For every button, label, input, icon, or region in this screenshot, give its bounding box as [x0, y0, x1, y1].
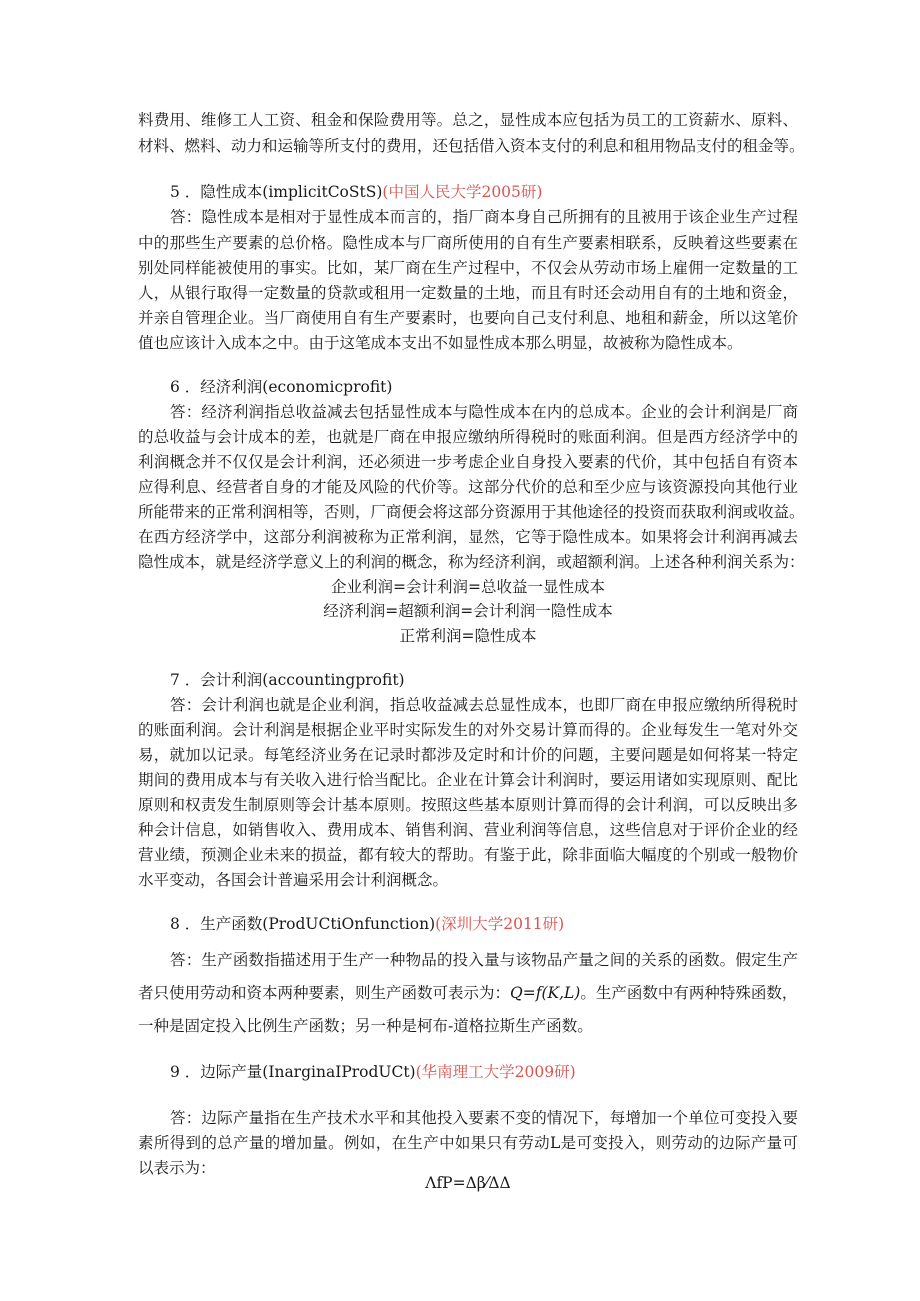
heading-text: 9 ．边际产量(InarginaIProdUCt): [170, 1063, 416, 1081]
paragraph-line: 别处同样能被使用的事实。比如，某厂商在生产过程中，不仅会从劳动市场上雇佣一定数量的工: [138, 259, 798, 277]
exam-source: (中国人民大学2005研): [382, 183, 543, 201]
paragraph-line: [138, 981, 798, 1005]
formula-line: 正常利润=隐性成本: [399, 627, 537, 645]
exam-source: (深圳大学2011研): [435, 915, 565, 933]
paragraph-line: 答：隐性成本是相对于显性成本而言的，指厂商本身自己所拥有的且被用于该企业生产过程: [170, 208, 798, 226]
paragraph-line: 期间的费用成本与有关收入进行恰当配比。企业在计算会计利润时，要运用诸如实现原则、配比: [138, 771, 798, 789]
paragraph-line: 答：经济利润指总收益减去包括显性成本与隐性成本在内的总成本。企业的会计利润是厂商: [170, 403, 798, 421]
section-heading-accounting-profit: 7 ．会计利润(accountingprofit): [170, 671, 405, 689]
heading-text: 8 ．生产函数(ProdUCtiOnfunction): [170, 915, 436, 933]
paragraph-line: 并亲自管理企业。当厂商使用自有生产要素时，也要向自己支付利息、地租和薪金，所以这笔价: [138, 309, 798, 327]
paragraph-line: 以表示为：: [138, 1159, 216, 1177]
paragraph-line: 中的那些生产要素的总价格。隐性成本与厂商所使用的自有生产要素相联系，反映着这些要素在: [138, 234, 798, 252]
formula-line: 企业利润=会计利润=总收益一显性成本: [331, 578, 605, 596]
paragraph-line: 答：边际产量指在生产技术水平和其他投入要素不变的情况下，每增加一个单位可变投入要: [170, 1109, 798, 1127]
section-heading-implicit-costs: [170, 180, 790, 204]
text-run: 。生产函数中有两种特殊函数，: [580, 984, 798, 1002]
section-heading-production-function: [170, 912, 790, 936]
paragraph-line: 在西方经济学中，这部分利润被称为正常利润，显然，它等于隐性成本。如果将会计利润再减去: [138, 528, 798, 546]
paragraph-line: 的账面利润。会计利润是根据企业平时实际发生的对外交易计算而得的。企业每发生一笔对外交: [138, 721, 798, 739]
heading-text: 5 ．隐性成本(implicitCoStS): [170, 183, 383, 201]
paragraph-line: 值也应该计入成本之中。由于这笔成本支出不如显性成本那么明显，故被称为隐性成本。: [138, 334, 743, 352]
paragraph-line: 隐性成本，就是经济学意义上的利润的概念，称为经济利润，或超额利润。上述各种利润关系为：: [138, 553, 805, 571]
paragraph-line: 原则和权责发生制原则等会计基本原则。按照这些基本原则计算而得的会计利润，可以反映出多: [138, 796, 798, 814]
paragraph-line: 素所得到的总产量的增加量。例如，在生产中如果只有劳动L是可变投入，则劳动的边际产量可: [138, 1134, 798, 1152]
paragraph-line: 的总收益与会计成本的差，也就是厂商在申报应缴纳所得税时的账面利润。但是西方经济学中的: [138, 428, 798, 446]
paragraph-line: 答：生产函数指描述用于生产一种物品的投入量与该物品产量之间的关系的函数。假定生产: [170, 951, 798, 969]
paragraph-line: 种会计信息，如销售收入、费用成本、销售利润、营业利润等信息，这些信息对于评价企业的经: [138, 821, 798, 839]
paragraph-line: 易，就加以记录。每笔经济业务在记录时都涉及定时和计价的问题，主要问题是如何将某一特定: [138, 746, 798, 764]
paragraph-line: 营业绩，预测企业未来的损益，都有较大的帮助。有鉴于此，除非面临大幅度的个别或一般物价: [138, 846, 798, 864]
marginal-product-formula: ΛfP=Δβ⁄ΔΔ: [425, 1174, 511, 1192]
section-heading-economic-profit: 6 ．经济利润(economicprofit): [170, 378, 393, 396]
paragraph-line: 利润概念并不仅仅是会计利润，还必须进一步考虑企业自身投入要素的代价，其中包括自有资本: [138, 453, 798, 471]
paragraph-line: 应得利息、经营者自身的才能及风险的代价等。这部分代价的总和至少应与该资源投向其他行业: [138, 478, 798, 496]
production-function-formula: Q=f(K,L): [510, 984, 581, 1002]
formula-line: 经济利润=超额利润=会计利润一隐性成本: [323, 602, 613, 620]
paragraph-line: 所能带来的正常利润相等，否则，厂商便会将这部分资源用于其他途径的投资而获取利润或收益。: [138, 503, 805, 521]
paragraph-line: 答：会计利润也就是企业利润，指总收益减去总显性成本，也即厂商在申报应缴纳所得税时: [170, 696, 798, 714]
section-heading-marginal-product: [170, 1060, 790, 1084]
paragraph-line: 水平变动，各国会计普遍采用会计利润概念。: [138, 871, 449, 889]
exam-source: (华南理工大学2009研): [415, 1063, 576, 1081]
paragraph-line: 一种是固定投入比例生产函数；另一种是柯布-道格拉斯生产函数。: [138, 1017, 593, 1035]
paragraph-line: 材料、燃料、动力和运输等所支付的费用，还包括借入资本支付的利息和租用物品支付的租金等。: [138, 137, 805, 155]
text-run: 者只使用劳动和资本两种要素，则生产函数可表示为：: [138, 984, 511, 1002]
paragraph-line: 料费用、维修工人工资、租金和保险费用等。总之，显性成本应包括为员工的工资薪水、原料、: [138, 111, 798, 129]
paragraph-line: 人，从银行取得一定数量的贷款或租用一定数量的土地，而且有时还会动用自有的土地和资金，: [138, 284, 798, 302]
